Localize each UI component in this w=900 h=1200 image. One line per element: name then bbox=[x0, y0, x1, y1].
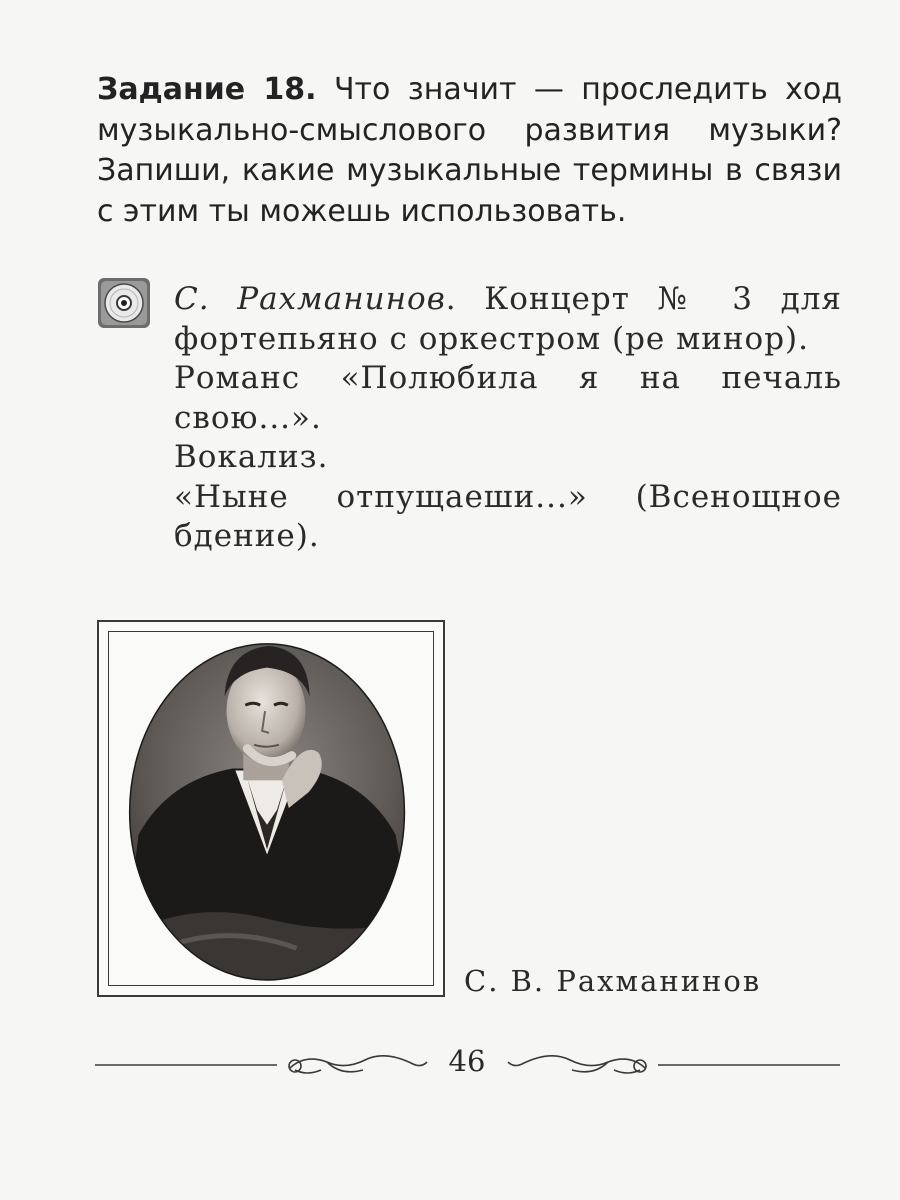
rachmaninoff-portrait-image bbox=[99, 622, 443, 995]
portrait-frame bbox=[97, 620, 445, 997]
task-label: Задание 18. bbox=[97, 72, 317, 107]
audio-disc-icon bbox=[97, 277, 151, 329]
listening-item-vocalise: Вокализ. bbox=[174, 439, 329, 475]
listening-list bbox=[174, 280, 842, 557]
page-number: 46 bbox=[448, 1044, 486, 1078]
task-paragraph bbox=[97, 70, 842, 232]
concerto-title: . Концерт № 3 для фортепьяно с оркестром (ре минор). bbox=[174, 281, 842, 357]
listening-item-concerto bbox=[174, 280, 842, 359]
portrait-caption: С. В. Рахманинов bbox=[464, 964, 762, 998]
listening-item-nunc-dimittis: «Ныне отпущаеши...» (Всенощное бдение). bbox=[174, 478, 842, 554]
task-text: Что значит — проследить ход музыкально-смыслового развития музыки? Запиши, какие музыкальные термины в связи с этим ты можешь использовать. bbox=[97, 72, 842, 229]
composer-name: С. Рахманинов bbox=[174, 281, 446, 317]
listening-item-romance: Романс «Полюбила я на печаль свою...». bbox=[174, 360, 842, 436]
